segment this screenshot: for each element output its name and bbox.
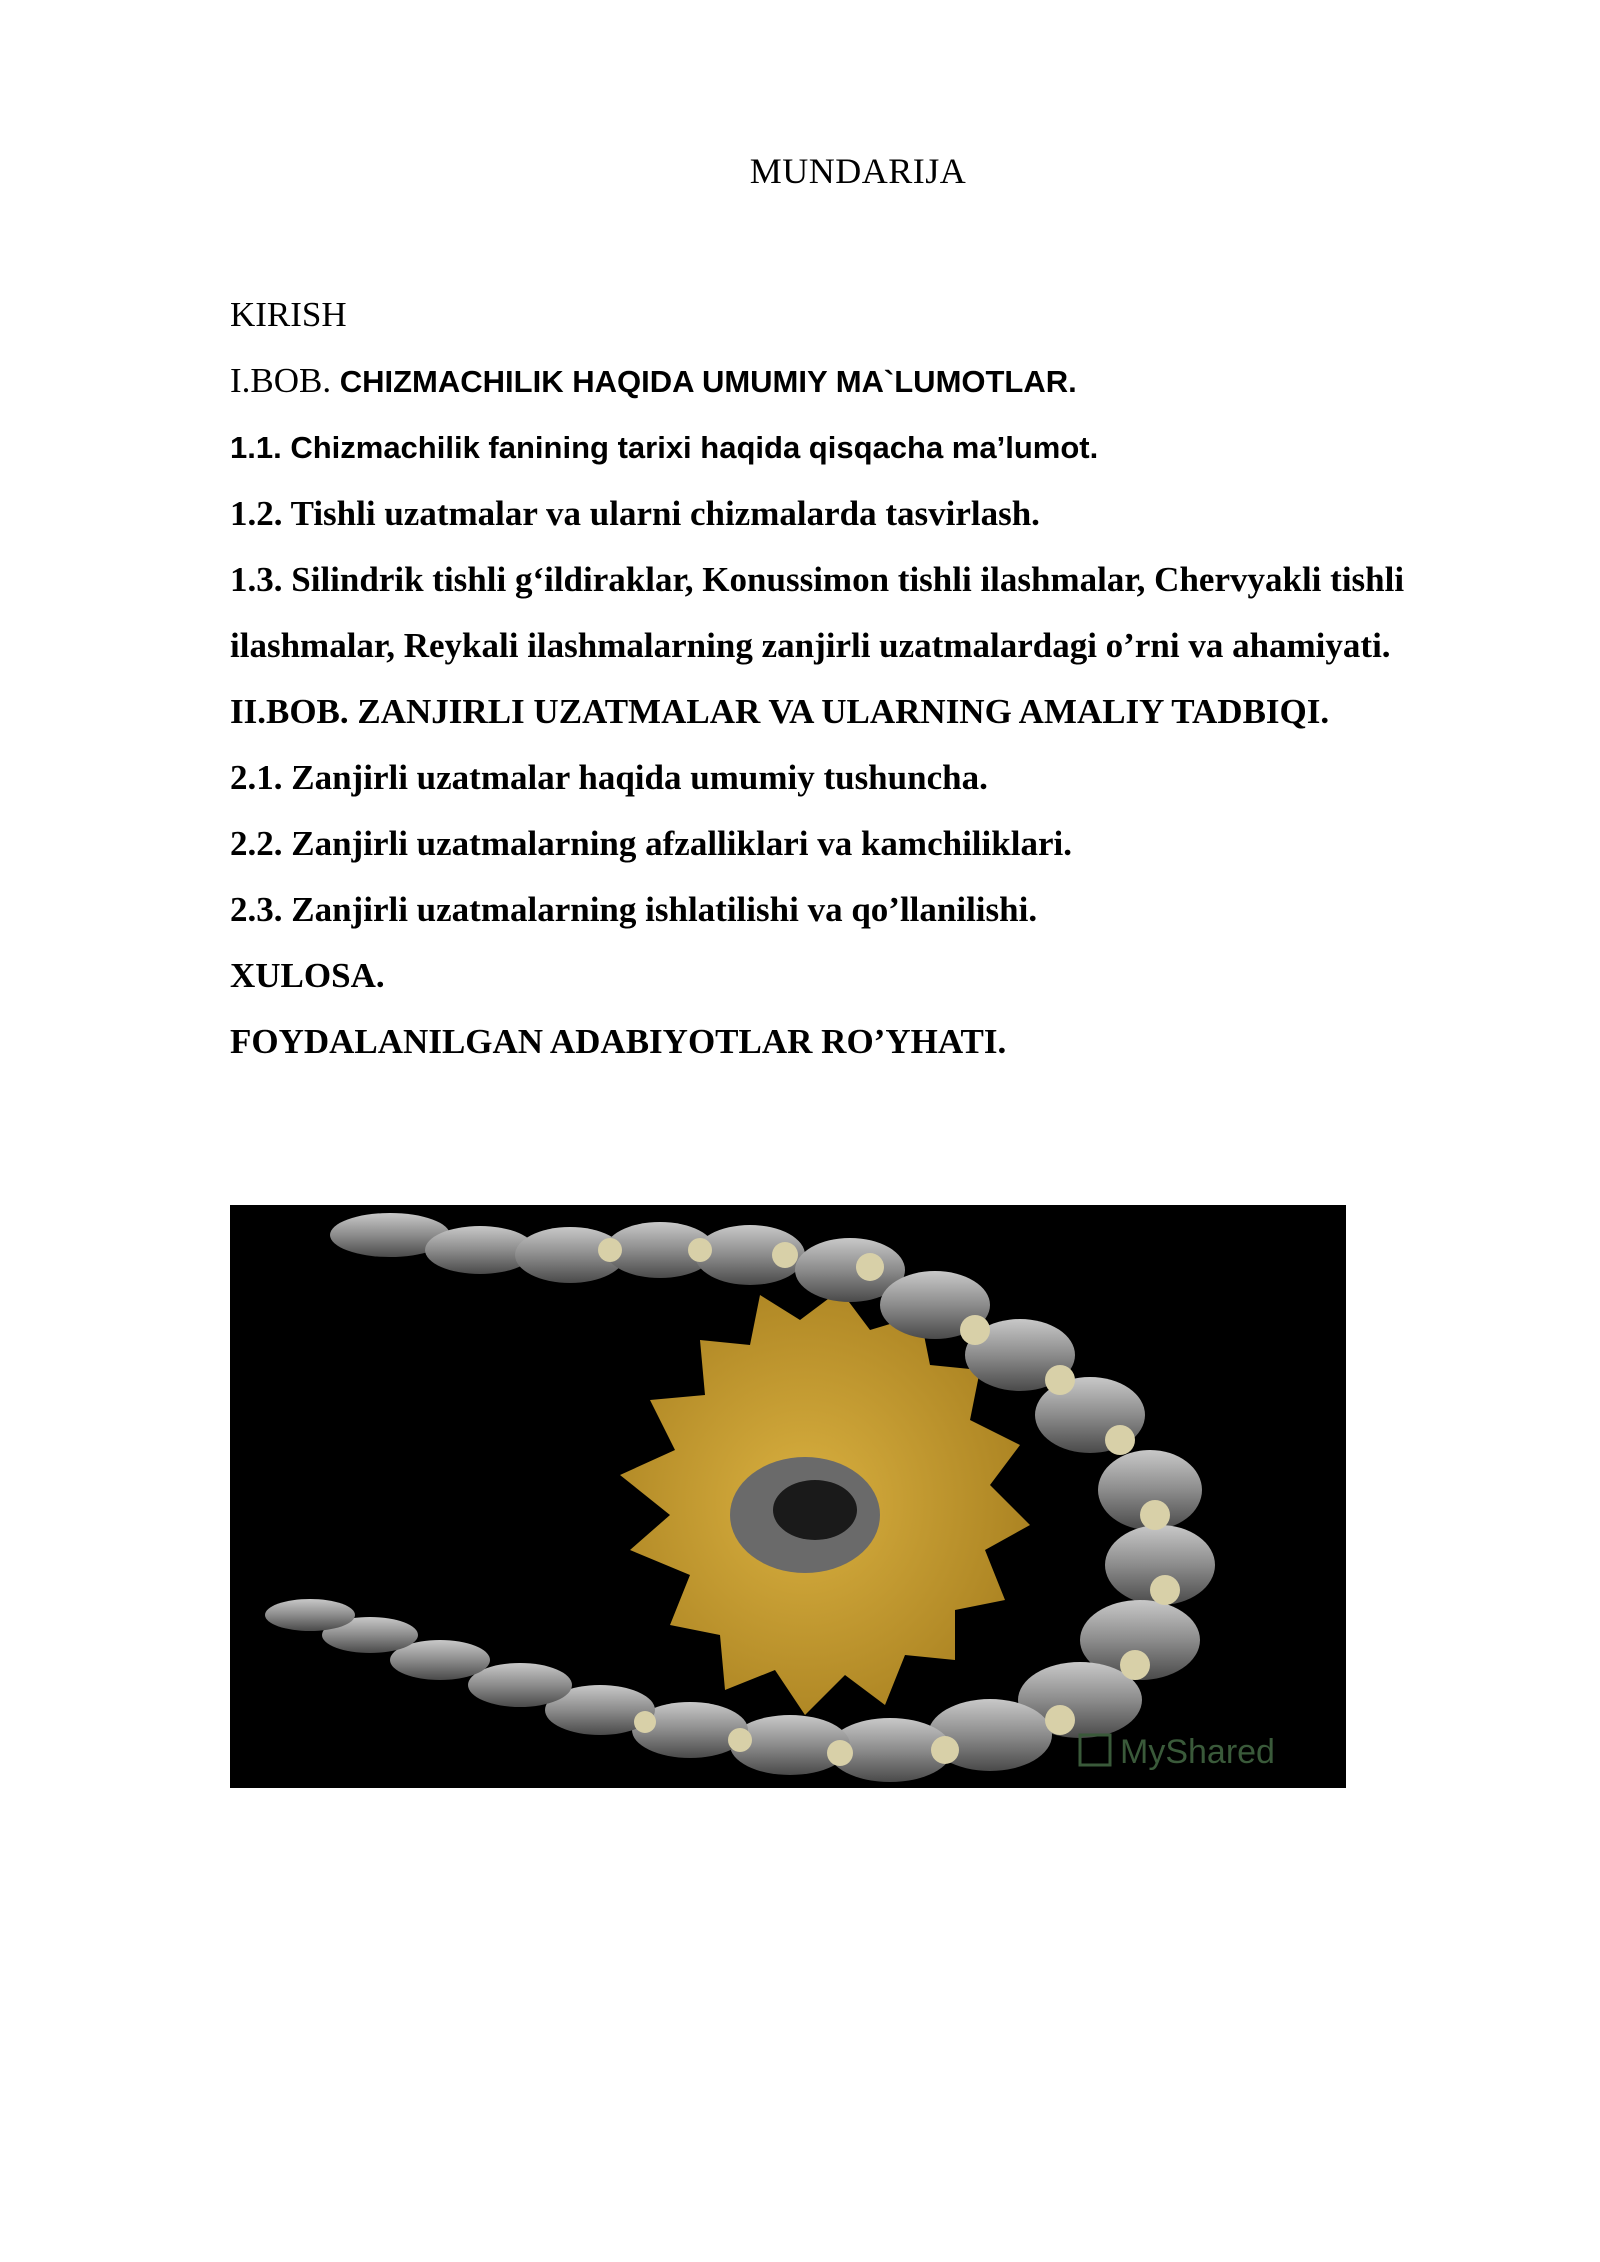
- toc-entry-bob2: II.BOB. ZANJIRLI UZATMALAR VA ULARNING AMALIY TADBIQI.: [230, 692, 1330, 731]
- toc-bob1-prefix: I.BOB.: [230, 361, 332, 400]
- toc-entry-xulosa: XULOSA.: [230, 956, 385, 995]
- chain-sprocket-image: [230, 1205, 1346, 1788]
- toc-entry-1-3: 1.3. Silindrik tishli g‘ildiraklar, Konussimon tishli ilashmalar, Chervyakli tishli ilashmalar, Reykali ilashmalarning zanjirli uzatmalardagi o’rni va ahamiyati.: [230, 560, 1405, 665]
- toc-entry-bob1: [230, 348, 1430, 415]
- watermark-text: MyShared: [1120, 1733, 1275, 1771]
- toc-entry-2-3: 2.3. Zanjirli uzatmalarning ishlatilishi va qo’llanilishi.: [230, 890, 1038, 929]
- toc-entry-2-1: 2.1. Zanjirli uzatmalar haqida umumiy tushuncha.: [230, 758, 988, 797]
- page-title: MUNDARIJA: [749, 151, 967, 191]
- toc-entry-1-1: 1.1. Chizmachilik fanining tarixi haqida qisqacha ma’lumot.: [230, 430, 1099, 465]
- toc-entry-2-2: 2.2. Zanjirli uzatmalarning afzalliklari va kamchiliklari.: [230, 824, 1072, 863]
- chain-sprocket-illustration-icon: [230, 1205, 1346, 1788]
- toc-bob1-title: CHIZMACHILIK HAQIDA UMUMIY MA`LUMOTLAR.: [331, 364, 1077, 399]
- table-of-contents: [230, 282, 1430, 1075]
- hub-bore: [773, 1480, 857, 1540]
- toc-entry-1-2: 1.2. Tishli uzatmalar va ularni chizmalarda tasvirlash.: [230, 494, 1040, 533]
- toc-entry-kirish: KIRISH: [230, 295, 347, 334]
- toc-entry-adabiyot: FOYDALANILGAN ADABIYOTLAR RO’YHATI.: [230, 1022, 1007, 1061]
